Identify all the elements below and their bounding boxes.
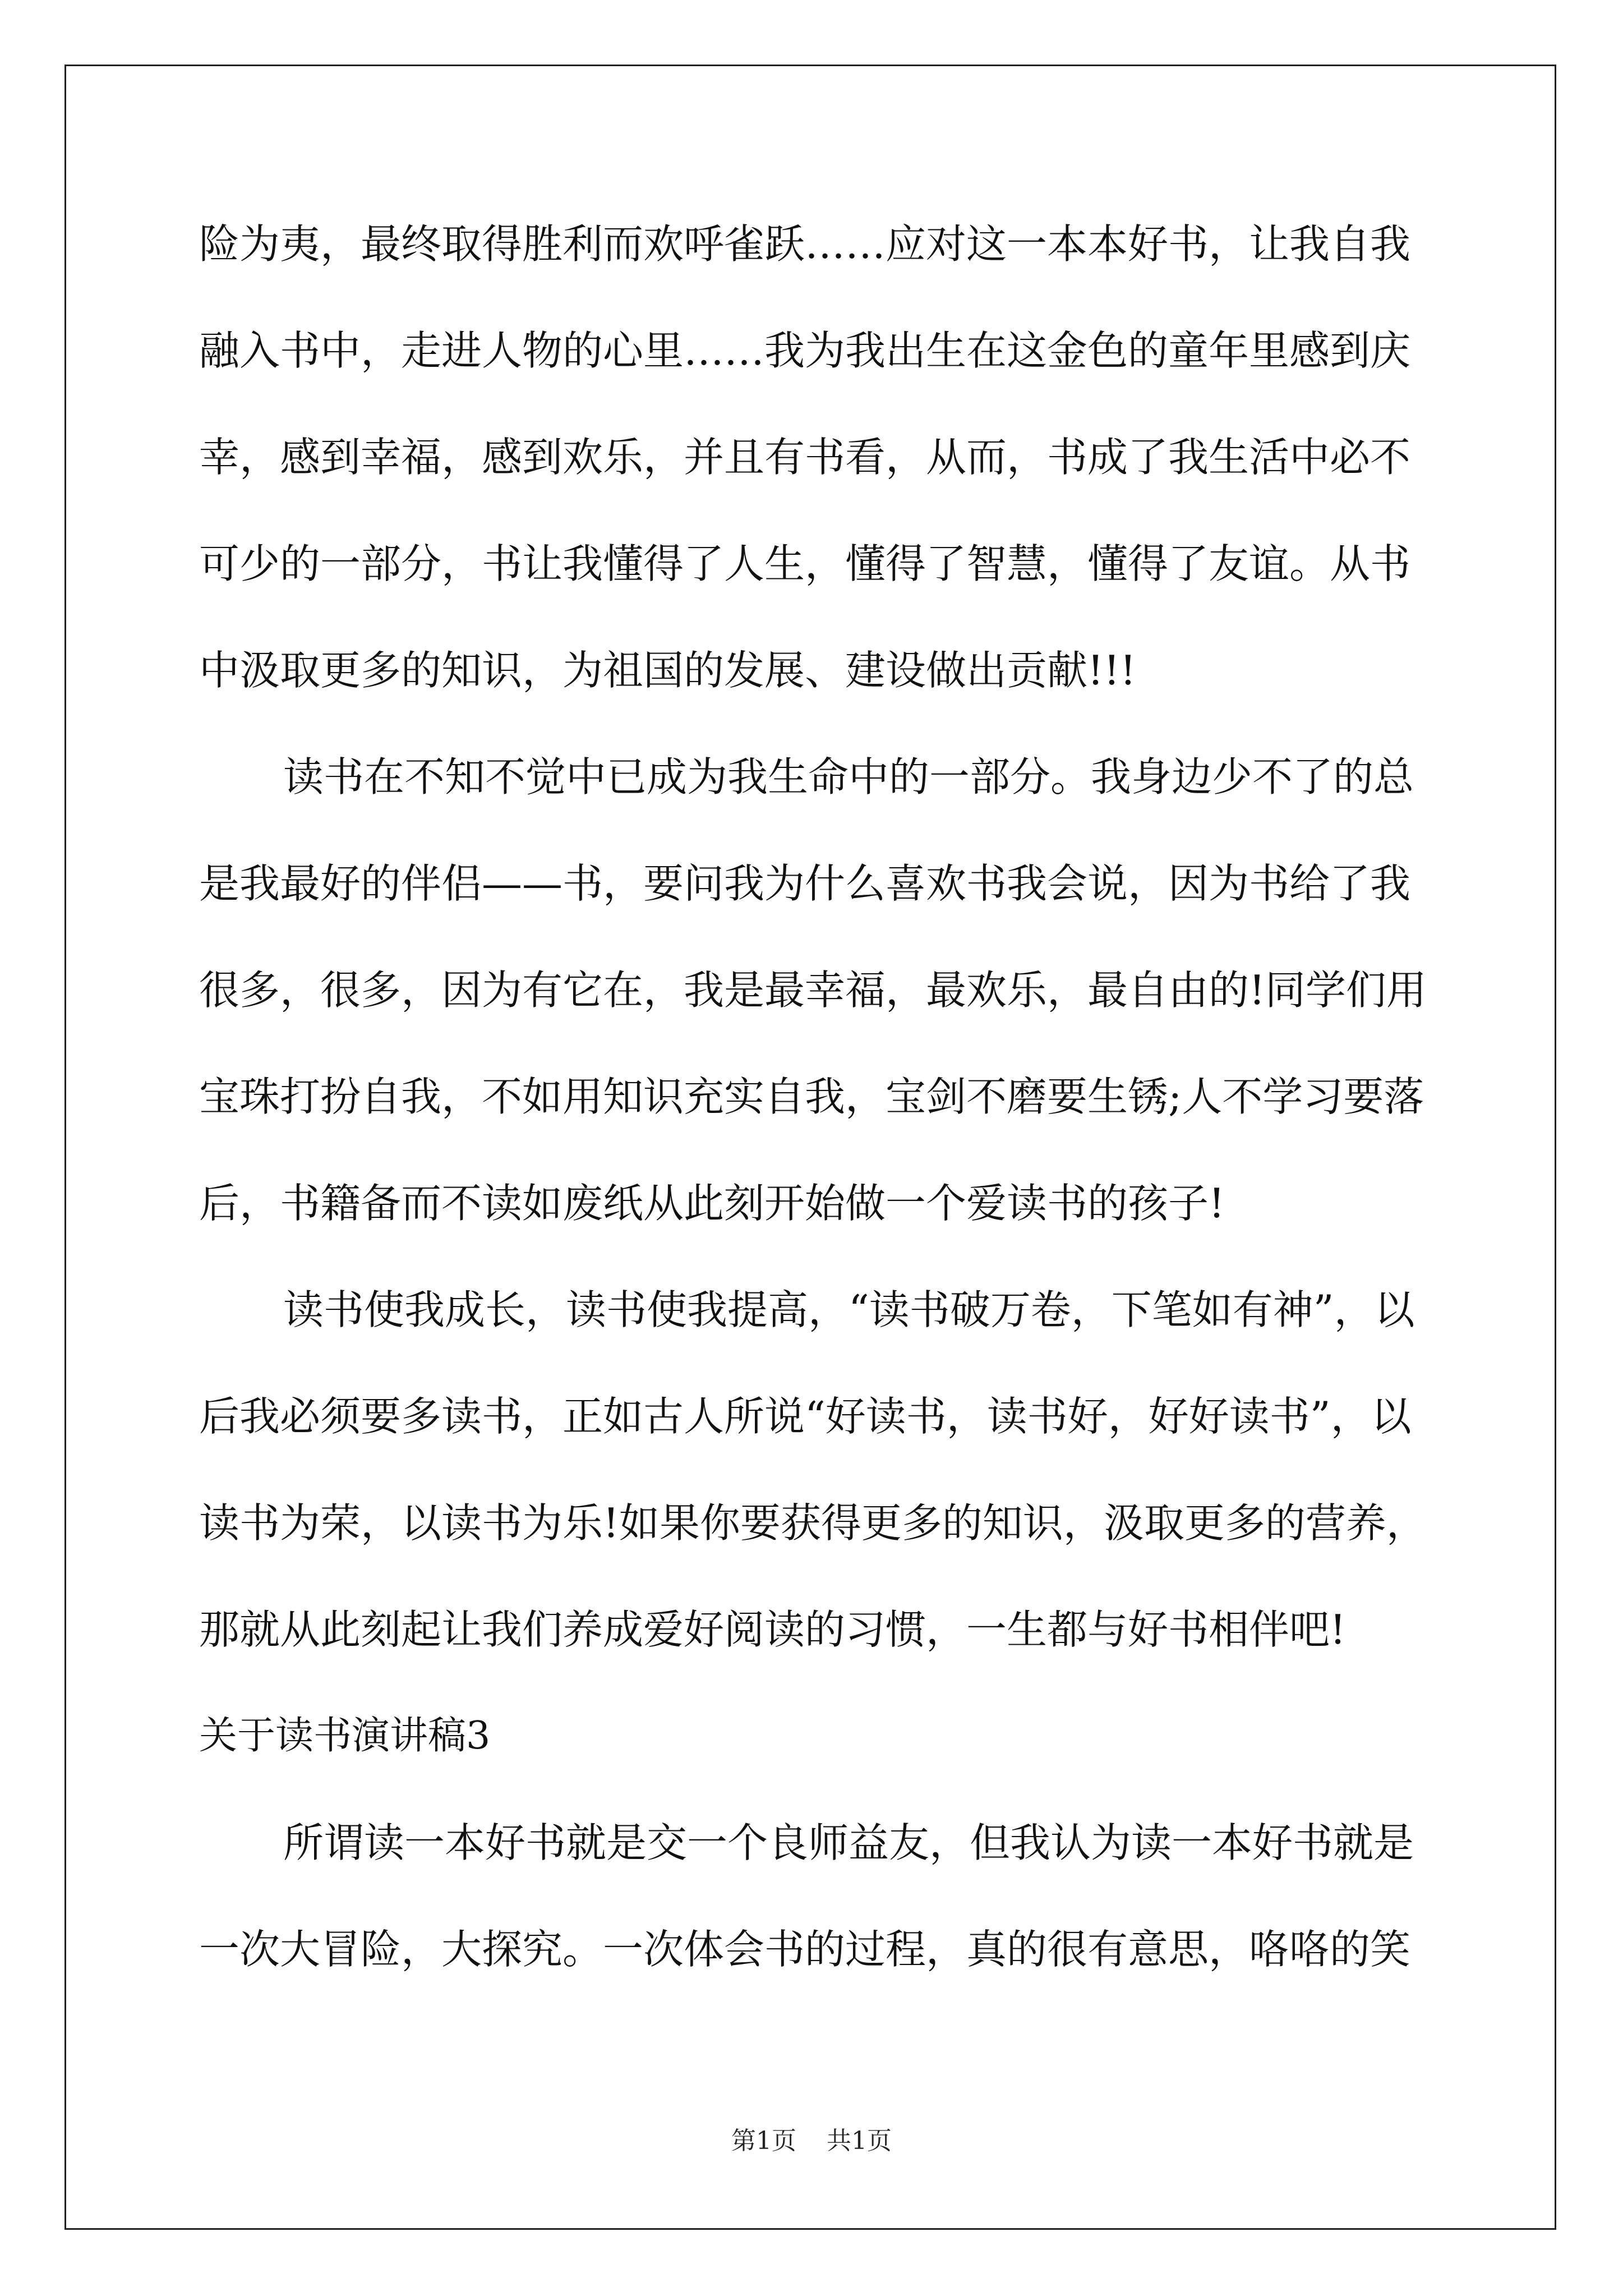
page-total: 共1页 (827, 2127, 892, 2155)
text-line: 读书为荣，以读书为乐!如果你要获得更多的知识，汲取更多的营养， (199, 1499, 1427, 1547)
text-line: 后，书籍备而不读如废纸从此刻开始做一个爱读书的孩子! (199, 1180, 1225, 1227)
paragraph-start-line: 读书在不知不觉中已成为我生命中的一部分。我身边少不了的总 (283, 753, 1414, 800)
text-line: 一次大冒险，大探究。一次体会书的过程，真的很有意思，咯咯的笑 (199, 1926, 1411, 1973)
text-line: 是我最好的伴侣——书，要问我为什么喜欢书我会说，因为书给了我 (199, 860, 1411, 907)
document-body (199, 210, 1461, 2022)
page-number: 第1页 (731, 2127, 796, 2155)
text-line: 险为夷，最终取得胜利而欢呼雀跃……应对这一本本好书，让我自我 (199, 220, 1411, 268)
paragraph-start-line: 读书使我成长，读书使我提高，“读书破万卷，下笔如有神”，以 (283, 1286, 1415, 1333)
text-line: 宝珠打扮自我，不如用知识充实自我，宝剑不磨要生锈;人不学习要落 (199, 1073, 1424, 1120)
section-heading: 关于读书演讲稿3 (199, 1714, 491, 1758)
text-line: 融入书中，走进人物的心里……我为我出生在这金色的童年里感到庆 (199, 327, 1411, 374)
text-line: 中汲取更多的知识，为祖国的发展、建设做出贡献!!! (199, 647, 1136, 694)
text-line: 可少的一部分，书让我懂得了人生，懂得了智慧，懂得了友谊。从书 (199, 540, 1411, 587)
paragraph-start-line: 所谓读一本好书就是交一个良师益友，但我认为读一本好书就是 (283, 1819, 1414, 1866)
text-line: 那就从此刻起让我们养成爱好阅读的习惯，一生都与好书相伴吧! (199, 1606, 1346, 1653)
text-line: 很多，很多，因为有它在，我是最幸福，最欢乐，最自由的!同学们用 (199, 967, 1427, 1014)
page-footer (0, 2120, 1623, 2156)
text-line: 后我必须要多读书，正如古人所说“好读书，读书好，好好读书”，以 (199, 1393, 1412, 1440)
text-line: 幸，感到幸福，感到欢乐，并且有书看，从而，书成了我生活中必不 (199, 434, 1411, 481)
